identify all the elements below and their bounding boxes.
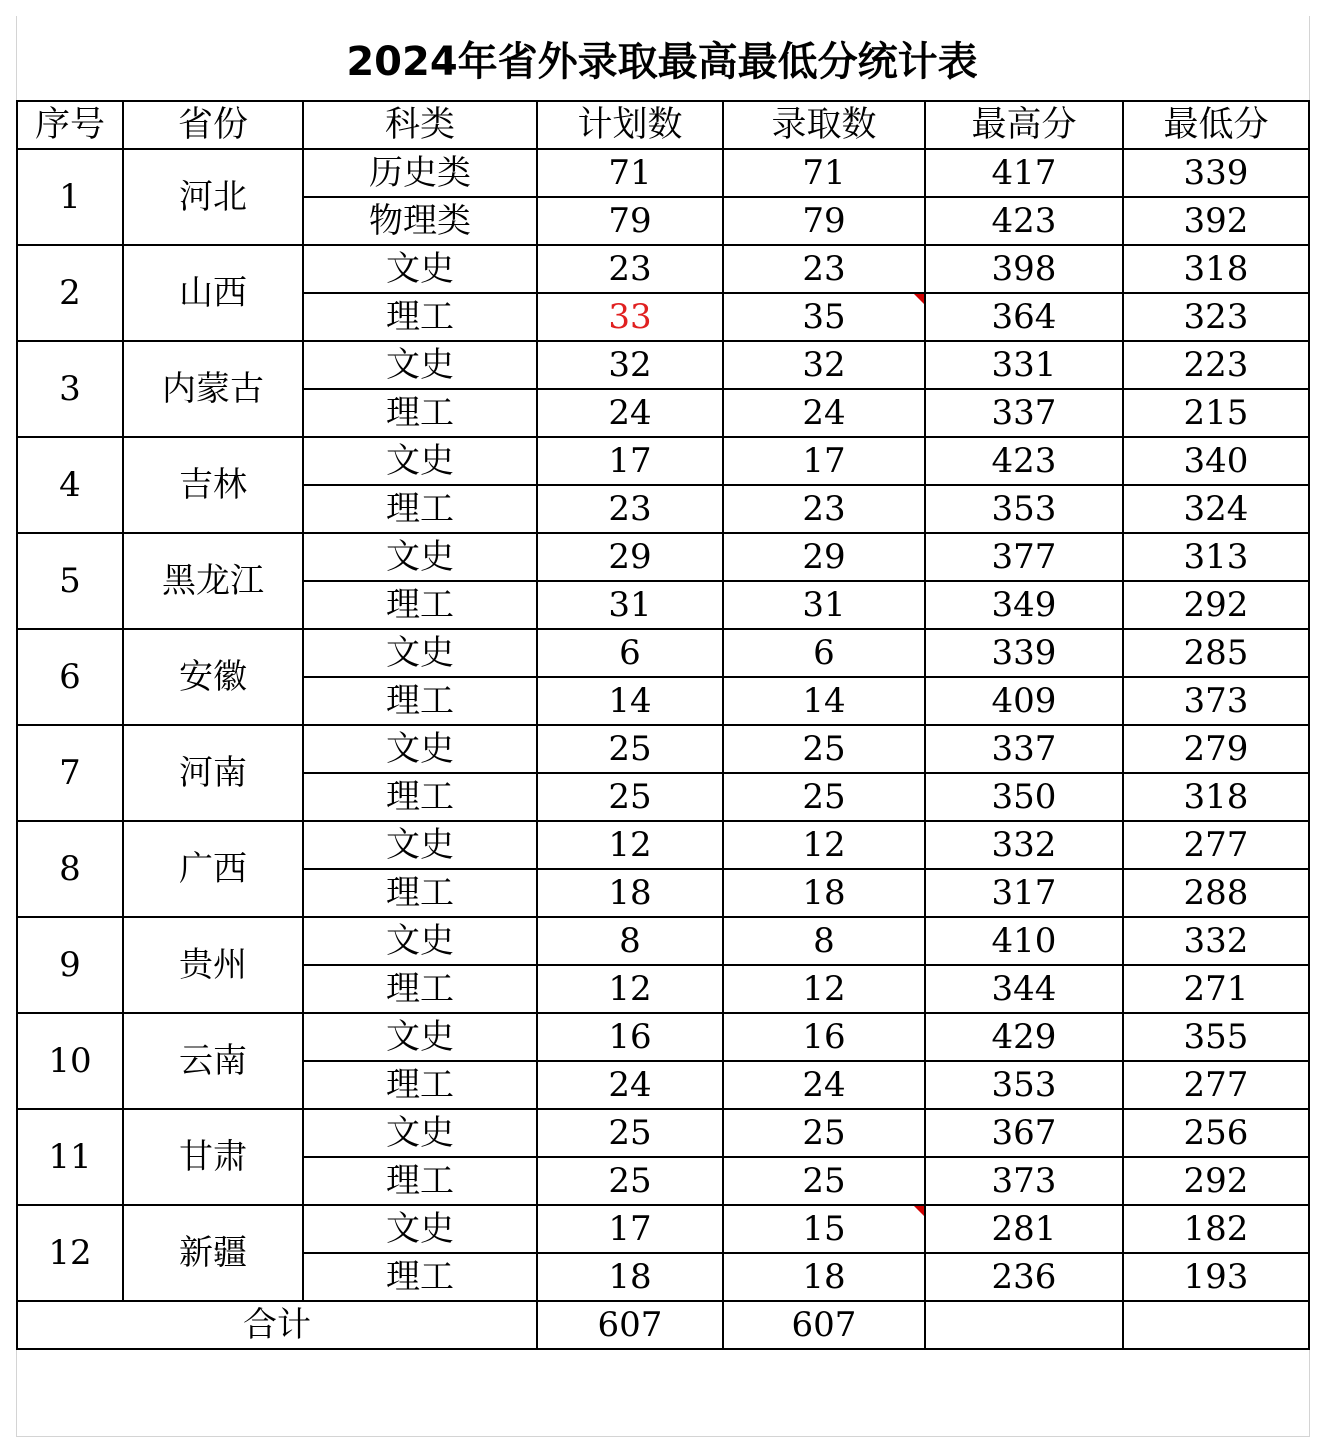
- index-cell[interactable]: 6: [17, 629, 123, 725]
- min-score-cell[interactable]: 373: [1123, 677, 1309, 725]
- admitted-cell[interactable]: 17: [723, 437, 925, 485]
- category-cell[interactable]: 文史: [303, 629, 537, 677]
- max-score-cell[interactable]: 339: [925, 629, 1123, 677]
- header-admitted[interactable]: 录取数: [723, 101, 925, 149]
- min-score-cell[interactable]: 355: [1123, 1013, 1309, 1061]
- admitted-cell-with-comment[interactable]: 35: [723, 293, 925, 341]
- total-row: [17, 1301, 1309, 1349]
- plan-cell[interactable]: 6: [537, 629, 723, 677]
- max-score-cell[interactable]: 353: [925, 1061, 1123, 1109]
- category-cell[interactable]: 文史: [303, 341, 537, 389]
- min-score-cell[interactable]: 323: [1123, 293, 1309, 341]
- province-cell[interactable]: 贵州: [123, 917, 303, 1013]
- plan-cell[interactable]: 24: [537, 1061, 723, 1109]
- min-score-cell[interactable]: 279: [1123, 725, 1309, 773]
- index-cell[interactable]: 1: [17, 149, 123, 245]
- category-cell[interactable]: 理工: [303, 293, 537, 341]
- plan-cell[interactable]: 31: [537, 581, 723, 629]
- admitted-cell[interactable]: 24: [723, 1061, 925, 1109]
- max-score-cell[interactable]: 331: [925, 341, 1123, 389]
- table-row: [17, 1205, 1309, 1253]
- province-cell[interactable]: 甘肃: [123, 1109, 303, 1205]
- max-score-cell[interactable]: 409: [925, 677, 1123, 725]
- max-score-cell[interactable]: 410: [925, 917, 1123, 965]
- min-score-cell[interactable]: 292: [1123, 581, 1309, 629]
- min-score-cell[interactable]: 193: [1123, 1253, 1309, 1301]
- table-row: [17, 917, 1309, 965]
- category-cell[interactable]: 文史: [303, 1109, 537, 1157]
- table-row: [17, 149, 1309, 197]
- plan-cell[interactable]: 14: [537, 677, 723, 725]
- header-plan[interactable]: 计划数: [537, 101, 723, 149]
- admitted-cell[interactable]: 25: [723, 1109, 925, 1157]
- max-score-cell[interactable]: 236: [925, 1253, 1123, 1301]
- table-title: 2024年省外录取最高最低分统计表: [346, 38, 978, 85]
- min-score-cell[interactable]: 271: [1123, 965, 1309, 1013]
- plan-cell[interactable]: 25: [537, 773, 723, 821]
- table-row: [17, 629, 1309, 677]
- plan-cell[interactable]: 25: [537, 1109, 723, 1157]
- category-cell[interactable]: 理工: [303, 677, 537, 725]
- province-cell[interactable]: 河南: [123, 725, 303, 821]
- admitted-cell[interactable]: 25: [723, 773, 925, 821]
- max-score-cell[interactable]: 417: [925, 149, 1123, 197]
- admitted-cell-with-comment[interactable]: 15: [723, 1205, 925, 1253]
- index-cell[interactable]: 12: [17, 1205, 123, 1301]
- plan-cell[interactable]: 24: [537, 389, 723, 437]
- table-row: [17, 1109, 1309, 1157]
- max-score-cell[interactable]: 353: [925, 485, 1123, 533]
- category-cell[interactable]: 理工: [303, 581, 537, 629]
- category-cell[interactable]: 文史: [303, 245, 537, 293]
- min-score-cell[interactable]: 340: [1123, 437, 1309, 485]
- min-score-cell[interactable]: 313: [1123, 533, 1309, 581]
- admitted-cell[interactable]: 6: [723, 629, 925, 677]
- min-score-cell[interactable]: 332: [1123, 917, 1309, 965]
- category-cell[interactable]: 理工: [303, 869, 537, 917]
- max-score-cell[interactable]: 281: [925, 1205, 1123, 1253]
- index-cell[interactable]: 8: [17, 821, 123, 917]
- category-cell[interactable]: 理工: [303, 1157, 537, 1205]
- min-score-cell[interactable]: 182: [1123, 1205, 1309, 1253]
- admitted-cell[interactable]: 71: [723, 149, 925, 197]
- index-cell[interactable]: 7: [17, 725, 123, 821]
- plan-cell-highlighted[interactable]: 33: [537, 293, 723, 341]
- index-cell[interactable]: 5: [17, 533, 123, 629]
- total-max[interactable]: [925, 1301, 1123, 1349]
- plan-cell[interactable]: 32: [537, 341, 723, 389]
- category-cell[interactable]: 理工: [303, 1061, 537, 1109]
- category-cell[interactable]: 理工: [303, 965, 537, 1013]
- min-score-cell[interactable]: 292: [1123, 1157, 1309, 1205]
- province-cell[interactable]: 河北: [123, 149, 303, 245]
- category-cell[interactable]: 历史类: [303, 149, 537, 197]
- admitted-cell[interactable]: 24: [723, 389, 925, 437]
- category-cell[interactable]: 理工: [303, 1253, 537, 1301]
- province-cell[interactable]: 云南: [123, 1013, 303, 1109]
- plan-cell[interactable]: 18: [537, 869, 723, 917]
- plan-cell[interactable]: 71: [537, 149, 723, 197]
- admitted-cell[interactable]: 16: [723, 1013, 925, 1061]
- header-category[interactable]: 科类: [303, 101, 537, 149]
- admitted-cell[interactable]: 12: [723, 821, 925, 869]
- province-cell[interactable]: 黑龙江: [123, 533, 303, 629]
- table-row: [17, 725, 1309, 773]
- plan-cell[interactable]: 8: [537, 917, 723, 965]
- max-score-cell[interactable]: 337: [925, 389, 1123, 437]
- admitted-cell[interactable]: 8: [723, 917, 925, 965]
- admitted-cell[interactable]: 79: [723, 197, 925, 245]
- plan-cell[interactable]: 17: [537, 1205, 723, 1253]
- plan-cell[interactable]: 29: [537, 533, 723, 581]
- category-cell[interactable]: 文史: [303, 917, 537, 965]
- plan-cell[interactable]: 25: [537, 1157, 723, 1205]
- plan-cell[interactable]: 18: [537, 1253, 723, 1301]
- admitted-cell[interactable]: 25: [723, 1157, 925, 1205]
- category-cell[interactable]: 物理类: [303, 197, 537, 245]
- max-score-cell[interactable]: 398: [925, 245, 1123, 293]
- table-row: [17, 437, 1309, 485]
- admitted-cell[interactable]: 23: [723, 245, 925, 293]
- min-score-cell[interactable]: 277: [1123, 1061, 1309, 1109]
- min-score-cell[interactable]: 318: [1123, 773, 1309, 821]
- admitted-cell[interactable]: 23: [723, 485, 925, 533]
- index-cell[interactable]: 4: [17, 437, 123, 533]
- plan-cell[interactable]: 79: [537, 197, 723, 245]
- admitted-cell[interactable]: 25: [723, 725, 925, 773]
- total-min[interactable]: [1123, 1301, 1309, 1349]
- category-cell[interactable]: 理工: [303, 485, 537, 533]
- min-score-cell[interactable]: 285: [1123, 629, 1309, 677]
- index-cell[interactable]: 2: [17, 245, 123, 341]
- header-index[interactable]: 序号: [17, 101, 123, 149]
- header-min[interactable]: 最低分: [1123, 101, 1309, 149]
- score-table: [16, 100, 1310, 1350]
- plan-cell[interactable]: 16: [537, 1013, 723, 1061]
- admitted-cell[interactable]: 12: [723, 965, 925, 1013]
- category-cell[interactable]: 理工: [303, 389, 537, 437]
- table-row: [17, 821, 1309, 869]
- category-cell[interactable]: 文史: [303, 437, 537, 485]
- min-score-cell[interactable]: 318: [1123, 245, 1309, 293]
- category-cell[interactable]: 理工: [303, 773, 537, 821]
- index-cell[interactable]: 11: [17, 1109, 123, 1205]
- admitted-cell[interactable]: 31: [723, 581, 925, 629]
- plan-cell[interactable]: 17: [537, 437, 723, 485]
- category-cell[interactable]: 文史: [303, 1013, 537, 1061]
- max-score-cell[interactable]: 373: [925, 1157, 1123, 1205]
- admitted-cell[interactable]: 14: [723, 677, 925, 725]
- admitted-cell[interactable]: 29: [723, 533, 925, 581]
- plan-cell[interactable]: 23: [537, 245, 723, 293]
- max-score-cell[interactable]: 377: [925, 533, 1123, 581]
- plan-cell[interactable]: 12: [537, 821, 723, 869]
- max-score-cell[interactable]: 423: [925, 437, 1123, 485]
- min-score-cell[interactable]: 277: [1123, 821, 1309, 869]
- table-row: [17, 245, 1309, 293]
- max-score-cell[interactable]: 317: [925, 869, 1123, 917]
- min-score-cell[interactable]: 339: [1123, 149, 1309, 197]
- max-score-cell[interactable]: 364: [925, 293, 1123, 341]
- min-score-cell[interactable]: 288: [1123, 869, 1309, 917]
- header-row: [17, 101, 1309, 149]
- province-cell[interactable]: 安徽: [123, 629, 303, 725]
- min-score-cell[interactable]: 324: [1123, 485, 1309, 533]
- province-cell[interactable]: 吉林: [123, 437, 303, 533]
- index-cell[interactable]: 10: [17, 1013, 123, 1109]
- table-row: [17, 341, 1309, 389]
- province-cell[interactable]: 山西: [123, 245, 303, 341]
- max-score-cell[interactable]: 344: [925, 965, 1123, 1013]
- category-cell[interactable]: 文史: [303, 725, 537, 773]
- province-cell[interactable]: 新疆: [123, 1205, 303, 1301]
- min-score-cell[interactable]: 215: [1123, 389, 1309, 437]
- max-score-cell[interactable]: 350: [925, 773, 1123, 821]
- min-score-cell[interactable]: 392: [1123, 197, 1309, 245]
- header-max[interactable]: 最高分: [925, 101, 1123, 149]
- category-cell[interactable]: 文史: [303, 1205, 537, 1253]
- province-cell[interactable]: 内蒙古: [123, 341, 303, 437]
- admitted-cell[interactable]: 18: [723, 1253, 925, 1301]
- total-plan[interactable]: 607: [537, 1301, 723, 1349]
- admitted-cell[interactable]: 32: [723, 341, 925, 389]
- category-cell[interactable]: 文史: [303, 821, 537, 869]
- plan-cell[interactable]: 12: [537, 965, 723, 1013]
- province-cell[interactable]: 广西: [123, 821, 303, 917]
- total-admitted[interactable]: 607: [723, 1301, 925, 1349]
- header-province[interactable]: 省份: [123, 101, 303, 149]
- max-score-cell[interactable]: 429: [925, 1013, 1123, 1061]
- max-score-cell[interactable]: 367: [925, 1109, 1123, 1157]
- total-label[interactable]: 合计: [17, 1301, 537, 1349]
- index-cell[interactable]: 9: [17, 917, 123, 1013]
- min-score-cell[interactable]: 256: [1123, 1109, 1309, 1157]
- max-score-cell[interactable]: 332: [925, 821, 1123, 869]
- max-score-cell[interactable]: 423: [925, 197, 1123, 245]
- admitted-cell[interactable]: 18: [723, 869, 925, 917]
- plan-cell[interactable]: 25: [537, 725, 723, 773]
- table-row: [17, 1013, 1309, 1061]
- min-score-cell[interactable]: 223: [1123, 341, 1309, 389]
- category-cell[interactable]: 文史: [303, 533, 537, 581]
- max-score-cell[interactable]: 337: [925, 725, 1123, 773]
- table-row: [17, 533, 1309, 581]
- index-cell[interactable]: 3: [17, 341, 123, 437]
- plan-cell[interactable]: 23: [537, 485, 723, 533]
- max-score-cell[interactable]: 349: [925, 581, 1123, 629]
